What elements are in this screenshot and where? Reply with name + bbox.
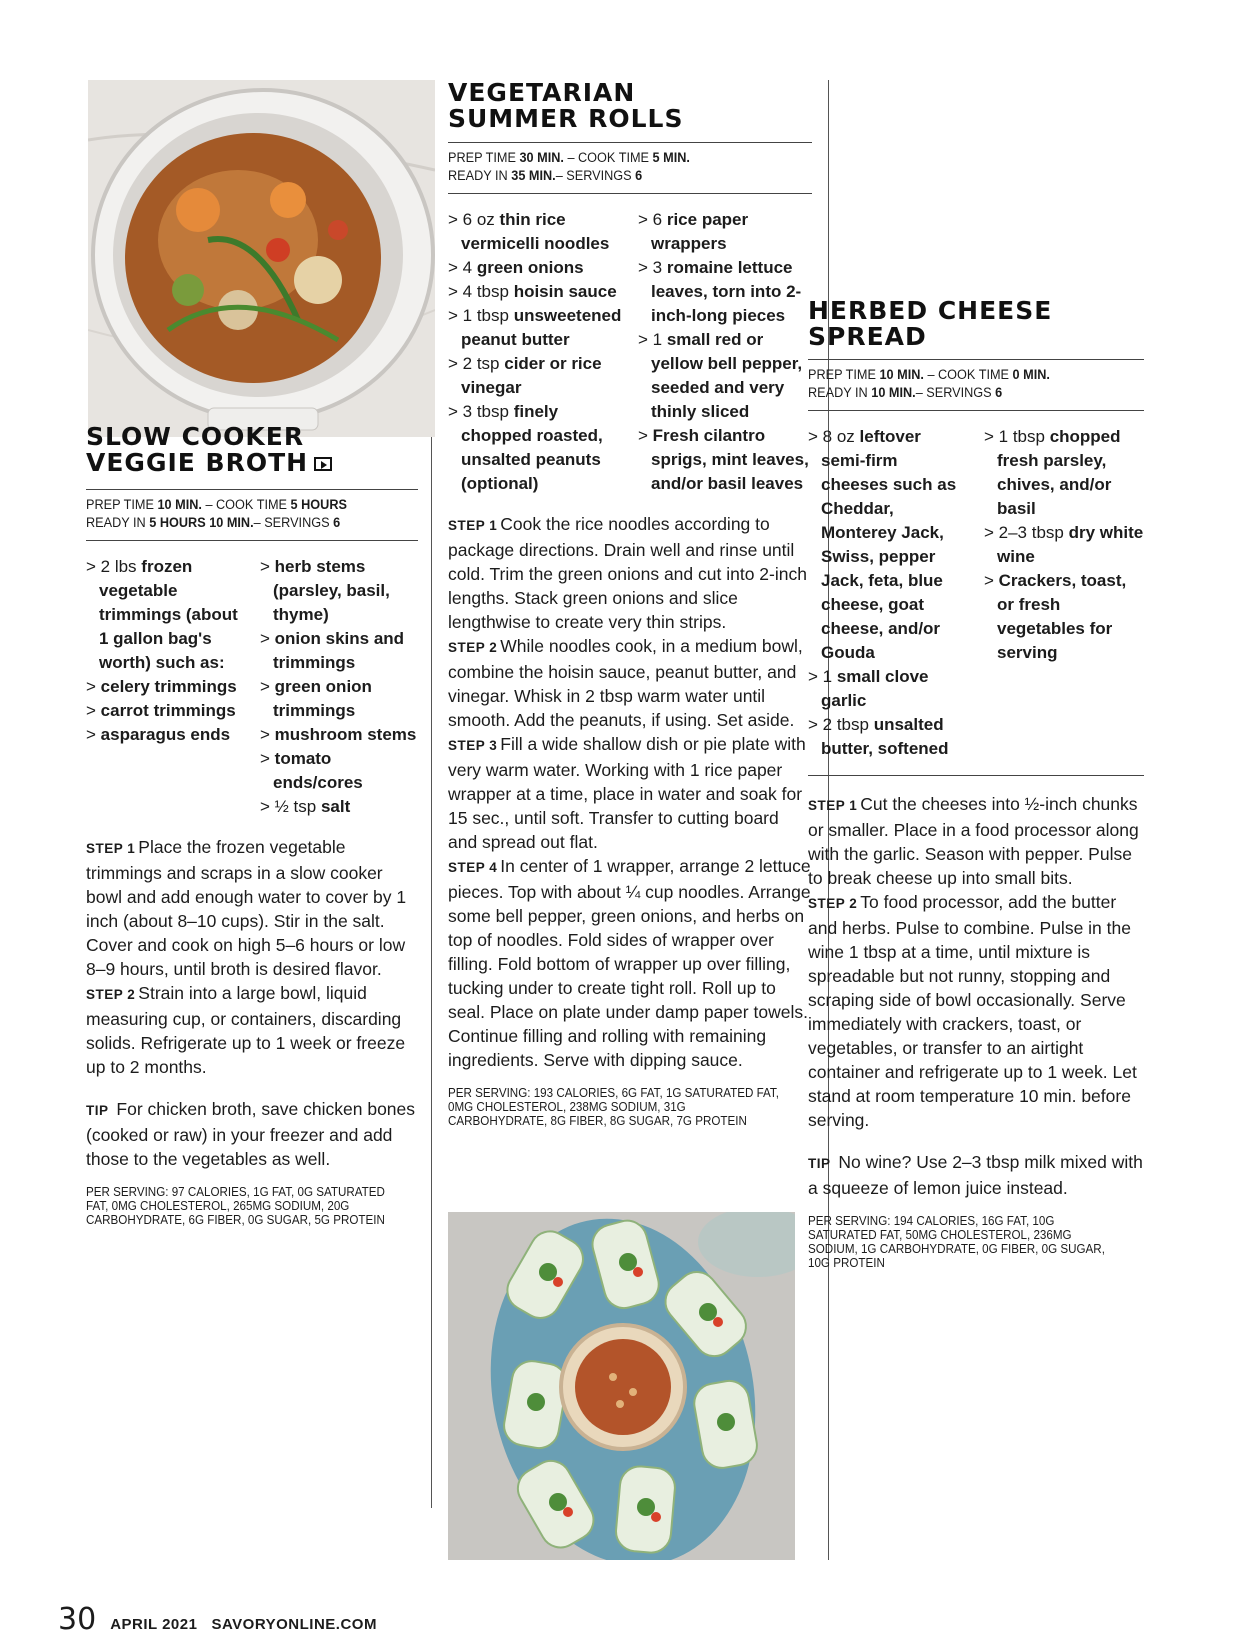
ingredient-name: Crackers, toast, or fresh vegetables for serving [997,571,1127,662]
ingredient-quantity: > [260,557,275,576]
step-label: STEP 1 [448,518,498,533]
broth-recipe [86,424,418,1227]
directions [448,512,812,1072]
title-line: SUMMER ROLLS [448,104,684,133]
ingredient-quantity: > 2 tsp [448,354,505,373]
step-text: Cut the cheeses into ½-inch chunks or smaller. Place in a food processor along with the garlic. Season with pepper. Pulse to break cheese up into small bits. [808,794,1139,888]
title-rule [86,489,418,490]
step-text: In center of 1 wrapper, arrange 2 lettuce pieces. Top with about ¼ cup noodles. Arrange some bell pepper, green onions, and herbs on top of noodles. Fold sides of wrapper over filling. Fold bottom of wrapper up over filling, tucking under to create tight roll. Roll up to seal. Place on plate under damp paper towels. Continue filling and rolling with remaining ingredients. Serve with dipping sauce. [448,856,811,1070]
ingredient-name: mushroom stems [274,725,417,744]
ingredient-quantity: > 6 oz [448,210,500,229]
ready-value: 5 HOURS 10 MIN. [149,515,254,530]
step-label: STEP 2 [448,640,498,655]
recipe-title: HERBED CHEESE SPREAD [808,296,1053,351]
ingredient-item [448,304,622,352]
ingredient-item [260,675,418,723]
tip [86,1097,418,1171]
servings-value: 6 [333,515,341,530]
ready-label: READY IN [448,168,508,183]
ingredient-item [984,425,1144,521]
ingredient-name: romaine lettuce leaves, torn into 2-inch-long pieces [651,258,802,325]
step [808,792,1144,890]
step-label: STEP 1 [808,798,858,813]
nutrition-info: PER SERVING: 194 CALORIES, 16G FAT, 10G SATURATED FAT, 50MG CHOLESTEROL, 236MG SODIUM, 1G CARBOHYDRATE, 0G FIBER, 0G SUGAR, 10G PROTEIN [808,1214,1105,1270]
page-footer [58,1602,377,1637]
ingredient-item [638,328,812,424]
ingredients [448,208,812,496]
ingredient-quantity: > 6 [638,210,667,229]
step [448,512,812,634]
prep-rule [448,193,812,194]
ingredient-item [260,795,418,819]
prep-value: 30 MIN. [519,150,564,165]
ingredient-name: onion skins and trimmings [273,629,405,672]
ingredient-name: chopped fresh parsley, chives, and/or basil [997,427,1121,518]
ingredient-item [808,713,968,761]
ingredient-name: rice paper wrappers [651,210,749,253]
tip [808,1150,1144,1200]
ingredient-item [448,208,622,256]
ingredient-item [638,424,812,496]
servings-value: 6 [995,385,1003,400]
prep-rule [808,410,1144,411]
ingredient-quantity: > [86,701,101,720]
ingredient-quantity: > 1 tbsp [448,306,514,325]
ingredient-name: celery trimmings [100,677,237,696]
ingredient-quantity: > [260,725,275,744]
step-label: STEP 2 [86,987,136,1002]
title-line: VEGETARIAN [448,78,636,107]
video-play-icon[interactable] [314,457,332,471]
prep-rule [86,540,418,541]
ingredient-item [448,400,622,496]
cook-value: 0 MIN. [1012,367,1050,382]
ingredient-name: small red or yellow bell pepper, seeded and very thinly sliced [651,330,803,421]
prep-info [86,496,398,532]
step-label: STEP 2 [808,896,858,911]
ingredient-item [260,555,418,627]
directions [86,835,418,1079]
ingredients-right [638,208,812,496]
page-number: 30 [58,1602,97,1637]
step [86,835,418,981]
ingredient-name: salt [320,797,351,816]
step-text: Cook the rice noodles according to package directions. Drain well and rinse until cold. Trim the green onions and cut into 2-inch lengths. Stack green onions and slice lengthwise to create very thin strips. [448,514,807,632]
ingredient-item [638,208,812,256]
ingredient-item [448,352,622,400]
slow-cooker-illustration [88,80,435,437]
step [448,854,812,1072]
ingredient-item [260,747,418,795]
ingredient-quantity: > [260,749,275,768]
ingredients-left [86,555,244,819]
recipe-title [448,80,812,132]
ingredient-item [984,521,1144,569]
prep-value: 10 MIN. [157,497,202,512]
title-line: SLOW COOKER [86,422,305,451]
ingredient-name: asparagus ends [100,725,231,744]
servings-label: – SERVINGS [555,168,632,183]
ingredients [86,555,418,819]
ingredients-left [808,425,968,761]
ingredient-name: unsalted butter, softened [821,715,949,758]
ingredient-quantity: > [260,629,275,648]
ingredients-right [984,425,1144,761]
ingredient-name: cider or rice vinegar [461,354,602,397]
issue-date: APRIL 2021 [110,1616,198,1633]
ingredient-quantity: > 2 tbsp [808,715,874,734]
ingredient-item [808,425,968,665]
ingredient-item [448,280,622,304]
rolls-recipe [448,80,812,1128]
cook-value: 5 HOURS [290,497,347,512]
ingredient-quantity: > 3 tbsp [448,402,514,421]
directions [808,792,1144,1132]
ingredient-name: Fresh cilantro sprigs, mint leaves, and/or basil leaves [651,426,809,493]
ingredient-quantity: > [984,571,999,590]
tip-text: No wine? Use 2–3 tbsp milk mixed with a squeeze of lemon juice instead. [808,1152,1143,1198]
ingredient-name: small clove garlic [821,667,929,710]
broth-photo [88,80,435,437]
ingredient-item [86,699,244,723]
nutrition-info: PER SERVING: 193 CALORIES, 6G FAT, 1G SATURATED FAT, 0MG CHOLESTEROL, 238MG SODIUM, 31G CARBOHYDRATE, 8G FIBER, 8G SUGAR, 7G PROTEIN [448,1086,779,1128]
ingredient-name: leftover semi-firm cheeses such as Cheddar, Monterey Jack, Swiss, pepper Jack, feta, blue cheese, goat cheese, and/or Gouda [821,427,957,662]
cook-label: – COOK TIME [923,367,1010,382]
prep-label: PREP TIME [448,150,516,165]
ingredient-quantity: > 3 [638,258,667,277]
website-link[interactable]: SAVORYONLINE.COM [211,1616,377,1633]
ingredient-item [984,569,1144,665]
ingredient-name: dry white wine [997,523,1144,566]
summer-rolls-illustration [448,1212,795,1560]
prep-info [808,366,1124,402]
ingredient-quantity: > 1 tbsp [984,427,1050,446]
cook-value: 5 MIN. [652,150,690,165]
ingredient-quantity: > [86,677,101,696]
ingredient-name: green onion trimmings [273,677,372,720]
cheese-recipe [808,298,1144,1270]
step [86,981,418,1079]
servings-label: – SERVINGS [915,385,992,400]
step-text: Fill a wide shallow dish or pie plate with very warm water. Working with 1 rice paper wrapper at a time, place in water and soak for 15 sec., until soft. Transfer to cutting board and spread out flat. [448,734,806,852]
ingredient-quantity: > 4 tbsp [448,282,514,301]
step-label: STEP 4 [448,860,498,875]
servings-label: – SERVINGS [253,515,330,530]
step-text: Place the frozen vegetable trimmings and scraps in a slow cooker bowl and add enough water to cover by 1 inch (about 8–10 cups). Stir in the salt. Cover and cook on high 5–6 hours or low 8–9 hours, until broth is desired flavor. [86,837,407,979]
ingredient-name: frozen vegetable trimmings (about 1 gallon bag's worth) such as: [99,557,238,672]
prep-label: PREP TIME [808,367,876,382]
ingredient-item [808,665,968,713]
cook-label: – COOK TIME [201,497,288,512]
step-label: STEP 3 [448,738,498,753]
ingredient-name: green onions [476,258,584,277]
ingredients-left [448,208,622,496]
ready-label: READY IN [86,515,146,530]
ingredient-quantity: > [260,677,275,696]
ingredient-item [448,256,622,280]
ingredient-quantity: > [638,426,653,445]
ingredient-quantity: > ½ tsp [260,797,321,816]
ingredient-name: carrot trimmings [100,701,236,720]
title-rule [448,142,812,143]
prep-label: PREP TIME [86,497,154,512]
ingredient-quantity: > 2–3 tbsp [984,523,1069,542]
ingredient-item [86,723,244,747]
step [808,890,1144,1132]
servings-value: 6 [635,168,643,183]
nutrition-info: PER SERVING: 97 CALORIES, 1G FAT, 0G SATURATED FAT, 0MG CHOLESTEROL, 265MG SODIUM, 20G CARBOHYDRATE, 6G FIBER, 0G SUGAR, 5G PROTEIN [86,1185,385,1227]
step [448,634,812,732]
tip-label: TIP [86,1103,109,1118]
ingredient-name: hoisin sauce [513,282,617,301]
ingredient-item [638,256,812,328]
title-line: VEGGIE BROTH [86,448,309,477]
recipe-title [86,424,418,476]
ingredient-item [86,675,244,699]
ingredient-item [260,627,418,675]
cook-label: – COOK TIME [563,150,650,165]
ingredient-name: thin rice vermicelli noodles [461,210,610,253]
title-rule [808,359,1144,360]
step-text: While noodles cook, in a medium bowl, combine the hoisin sauce, peanut butter, and vinegar. Whisk in 2 tbsp warm water until smooth. Add the peanuts, if using. Set aside. [448,636,803,730]
ingredient-quantity: > 1 [638,330,667,349]
tip-label: TIP [808,1156,831,1171]
ingredient-quantity: > 1 [808,667,837,686]
ingredient-quantity: > 8 oz [808,427,860,446]
ingredient-name: finely chopped roasted, unsalted peanuts (optional) [461,402,603,493]
ready-label: READY IN [808,385,868,400]
ingredient-quantity: > 4 [448,258,477,277]
prep-info [448,149,790,185]
step [448,732,812,854]
step-text: To food processor, add the butter and herbs. Pulse to combine. Pulse in the wine 1 tbsp at a time, until mixture is spreadable but not runny, stopping and scraping side of bowl occasionally. Serve immediately with crackers, toast, or vegetables, or transfer to an airtight container and refrigerate up to 1 week. Let stand at room temperature 10 min. before serving. [808,892,1137,1130]
ingredients-rule [808,775,1144,776]
ingredient-name: unsweetened peanut butter [461,306,622,349]
ingredient-quantity: > [86,725,101,744]
ready-value: 35 MIN. [511,168,556,183]
step-text: Strain into a large bowl, liquid measuring cup, or containers, discarding solids. Refrigerate up to 1 week or freeze up to 2 months. [86,983,406,1077]
ingredient-name: tomato ends/cores [273,749,363,792]
step-label: STEP 1 [86,841,136,856]
ingredients-right [260,555,418,819]
ingredients [808,425,1144,761]
ingredient-item [260,723,418,747]
ingredient-name: herb stems (parsley, basil, thyme) [273,557,390,624]
ready-value: 10 MIN. [871,385,916,400]
tip-text: For chicken broth, save chicken bones (cooked or raw) in your freezer and add those to the vegetables as well. [86,1099,416,1169]
ingredient-item [86,555,244,675]
ingredient-quantity: > 2 lbs [86,557,142,576]
prep-value: 10 MIN. [879,367,924,382]
summer-rolls-photo [448,1212,795,1560]
